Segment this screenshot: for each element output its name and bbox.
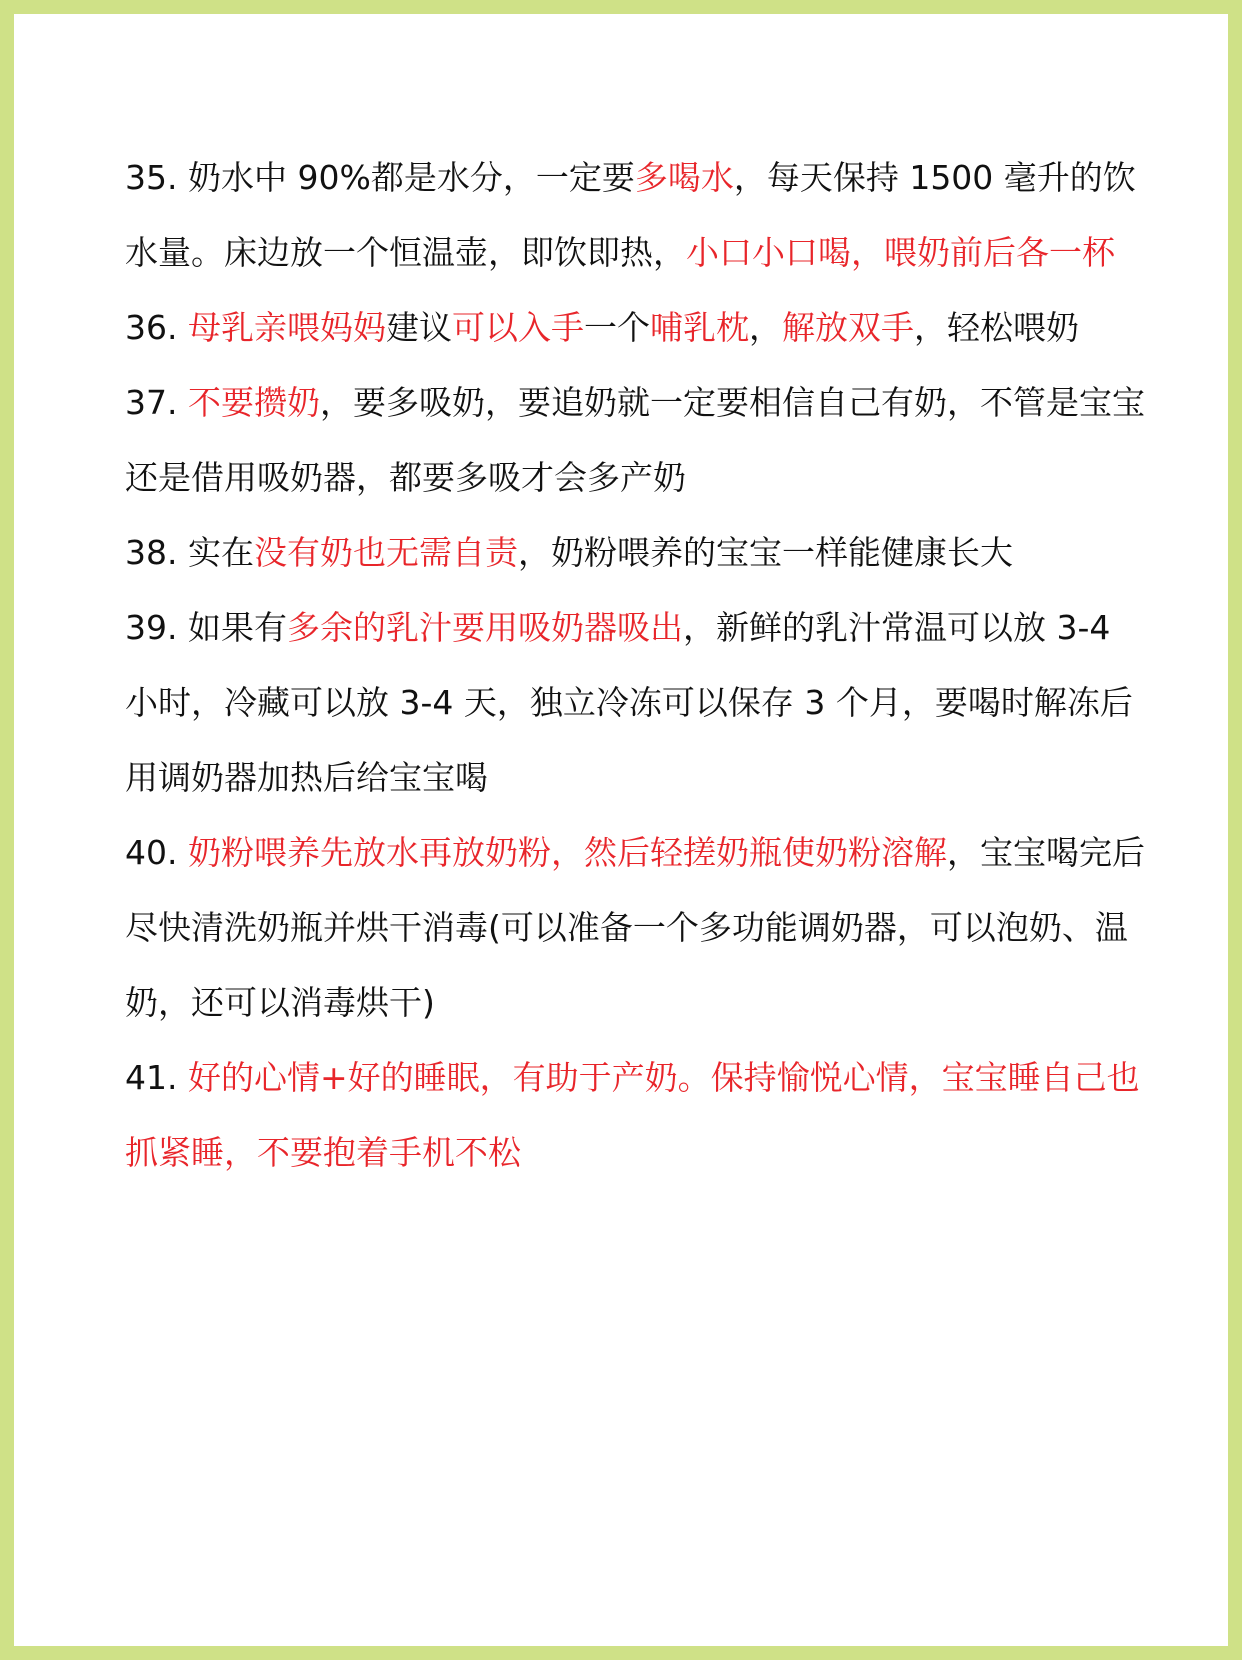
tip-text: ，宝宝喝完后尽快清洗奶瓶并烘干消毒(可以准备一个多功能调奶器，可以泡奶、温奶，还可以消毒烘干) [125, 833, 1145, 1022]
tip-35 [125, 140, 1145, 290]
tip-highlight: 多喝水 [634, 158, 734, 197]
tip-text: 一个 [583, 308, 650, 347]
tip-39 [125, 590, 1145, 815]
tip-text: 如果有 [187, 608, 287, 647]
tip-highlight: 解放双手 [781, 308, 914, 347]
tip-highlight: 母乳亲喂妈妈 [187, 308, 386, 347]
tip-highlight: 小口小口喝，喂奶前后各一杯 [686, 233, 1115, 272]
tip-highlight: 多余的乳汁要用吸奶器吸出 [286, 608, 683, 647]
tip-text: ，轻松喂奶 [913, 308, 1079, 347]
tip-number: 36. [125, 308, 188, 347]
tip-38 [125, 515, 1145, 590]
tip-number: 41. [125, 1058, 188, 1097]
tip-41 [125, 1040, 1145, 1190]
tip-number: 35. [125, 158, 188, 197]
tip-text: 奶水中 90%都是水分，一定要 [187, 158, 635, 197]
tip-text: ，奶粉喂养的宝宝一样能健康长大 [517, 533, 1013, 572]
tip-number: 39. [125, 608, 188, 647]
tip-text: 建议 [385, 308, 452, 347]
tip-text: ，每天保持 1500 毫升的饮水量。床边放一个恒温壶，即饮即热， [125, 158, 1136, 272]
tip-number: 40. [125, 833, 188, 872]
tip-highlight: 奶粉喂养先放水再放奶粉，然后轻搓奶瓶使奶粉溶解 [187, 833, 947, 872]
tip-number: 38. [125, 533, 188, 572]
tip-40 [125, 815, 1145, 1040]
tip-number: 37. [125, 383, 188, 422]
tip-highlight: 没有奶也无需自责 [253, 533, 518, 572]
tip-text: ，要多吸奶，要追奶就一定要相信自己有奶，不管是宝宝还是借用吸奶器，都要多吸才会多产奶 [125, 383, 1145, 497]
document-page [14, 14, 1228, 1646]
tip-text: ，新鲜的乳汁常温可以放 3-4 小时，冷藏可以放 3-4 天，独立冷冻可以保存 3 个月，要喝时解冻后用调奶器加热后给宝宝喝 [125, 608, 1133, 797]
tip-37 [125, 365, 1145, 515]
tip-highlight: 不要攒奶 [187, 383, 320, 422]
tip-highlight: 可以入手 [451, 308, 584, 347]
tips-list [125, 140, 1145, 1190]
tip-text: 实在 [187, 533, 254, 572]
tip-text: ， [748, 308, 782, 347]
tip-36 [125, 290, 1145, 365]
tip-highlight: 好的心情+好的睡眠，有助于产奶。保持愉悦心情，宝宝睡自己也抓紧睡，不要抱着手机不松 [125, 1058, 1140, 1172]
tip-highlight: 哺乳枕 [649, 308, 749, 347]
